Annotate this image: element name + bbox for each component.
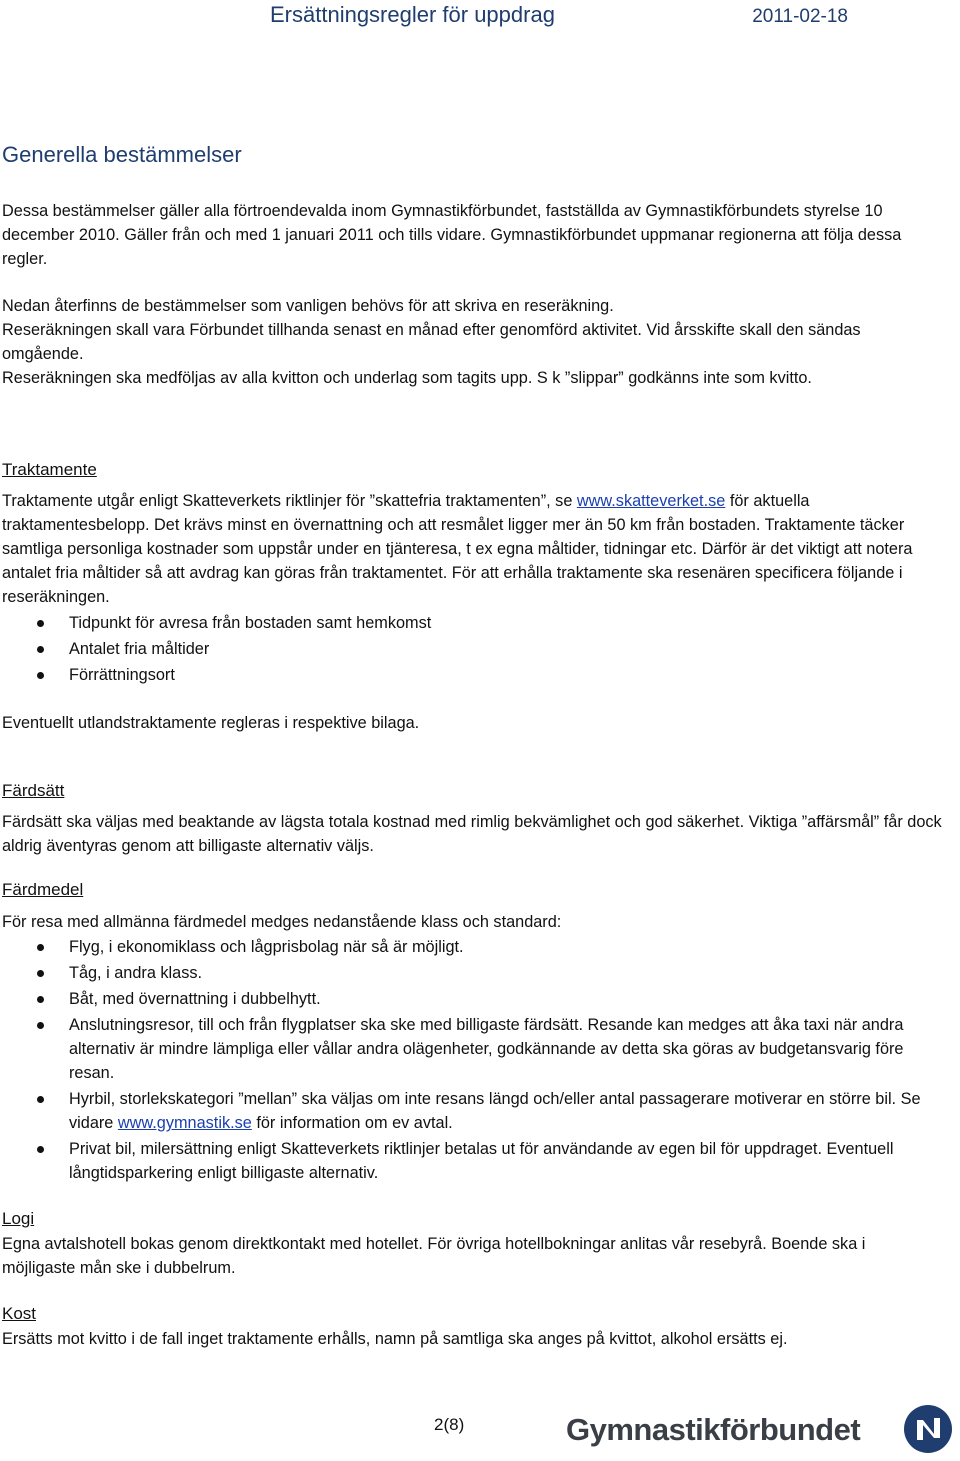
list-item: [2, 987, 932, 1011]
list-item: [2, 961, 932, 985]
fardmedel-list: [2, 935, 932, 1185]
list-item: [2, 663, 932, 687]
bullet-icon: [37, 1022, 44, 1029]
list-item: [2, 935, 932, 959]
list-item-text: Hyrbil, storlekskategori ”mellan” ska väljas om inte resans längd och/eller antal passagerare motiverar en större bil. Se vidare: [69, 1090, 921, 1132]
page-header: [270, 2, 960, 32]
bullet-icon: [37, 944, 44, 951]
logi-paragraph: Egna avtalshotell bokas genom direktkontakt med hotellet. För övriga hotellbokningar anlitas vår resebyrå. Boende ska i möjligaste mån ske i dubbelrum.: [2, 1235, 866, 1277]
heading-kost: Kost: [2, 1304, 37, 1323]
traktamente-paragraph-2: Eventuellt utlandstraktamente regleras i respektive bilaga.: [2, 714, 420, 732]
section-title-general: Generella bestämmelser: [2, 142, 242, 167]
list-item-text: Anslutningsresor, till och från flygplatser ska ske med billigaste färdsätt. Resande kan medges att åka taxi när andra alternativ är mindre lämpliga eller vållar andra olägenheter, godkännande av detta ska göras av budgetansvarig före resan.: [69, 1016, 904, 1082]
list-item-text: Båt, med övernattning i dubbelhytt.: [69, 990, 321, 1008]
list-item-text: Tidpunkt för avresa från bostaden samt hemkomst: [69, 614, 432, 632]
list-item: [2, 1013, 932, 1085]
general-paragraph-3: Reseräkningen skall vara Förbundet tillhanda senast en månad efter genomförd aktivitet. Vid årsskifte skall den sändas omgående.: [2, 321, 861, 363]
gymnastik-link[interactable]: www.gymnastik.se: [117, 1114, 252, 1132]
page-number: 2(8): [434, 1415, 465, 1434]
skatteverket-link[interactable]: www.skatteverket.se: [576, 492, 726, 510]
list-item: [2, 1137, 932, 1185]
list-item-text: Flyg, i ekonomiklass och lågprisbolag när så är möjligt.: [69, 938, 464, 956]
organization-logo-icon: [903, 1404, 953, 1454]
document-date: 2011-02-18: [752, 6, 848, 27]
heading-traktamente: Traktamente: [2, 460, 97, 479]
bullet-icon: [37, 1096, 44, 1103]
fardmedel-intro: För resa med allmänna färdmedel medges nedanstående klass och standard:: [2, 913, 562, 931]
traktamente-text-end: för aktuella traktamentesbelopp. Det krävs minst en övernattning och att resmålet ligger mer än 50 km från bostaden. Traktamente täcker samtliga personliga kostnader som uppstår under en tjänteresa, t ex egna måltider, tidningar etc. Därför är det viktigt att notera antalet fria måltider så att avdrag kan göras från traktamentet. För att erhålla traktamente ska resenären specificera följande i reseräkningen.: [2, 492, 913, 606]
traktamente-text-start: Traktamente utgår enligt Skatteverkets riktlinjer för ”skattefria traktamenten”, se: [2, 492, 573, 510]
list-item-text: Privat bil, milersättning enligt Skatteverkets riktlinjer betalas ut för användande av egen bil för uppdraget. Eventuell långtidsparkering enligt billigaste alternativ.: [69, 1140, 894, 1182]
list-item-text: Antalet fria måltider: [69, 640, 210, 658]
list-item-text: Förrättningsort: [69, 666, 175, 684]
kost-paragraph: Ersätts mot kvitto i de fall inget traktamente erhålls, namn på samtliga ska anges på kvittot, alkohol ersätts ej.: [2, 1330, 788, 1348]
traktamente-paragraph: [2, 489, 942, 609]
bullet-icon: [37, 672, 44, 679]
heading-logi: Logi: [2, 1209, 35, 1228]
traktamente-list: [2, 611, 932, 687]
document-title: Ersättningsregler för uppdrag: [270, 2, 555, 27]
bullet-icon: [37, 1146, 44, 1153]
general-intro-paragraph: Dessa bestämmelser gäller alla förtroendevalda inom Gymnastikförbundet, fastställda av Gymnastikförbundets styrelse 10 december 2010. Gäller från och med 1 januari 2011 och tills vidare. Gymnastikförbundet uppmanar regionerna att följa dessa regler.: [2, 202, 902, 268]
bullet-icon: [37, 996, 44, 1003]
heading-fardsatt: Färdsätt: [2, 781, 65, 800]
general-paragraph-4: Reseräkningen ska medföljas av alla kvitton och underlag som tagits upp. S k ”slippar” godkänns inte som kvitto.: [2, 369, 812, 387]
heading-fardmedel: Färdmedel: [2, 880, 84, 899]
fardsatt-paragraph: Färdsätt ska väljas med beaktande av lägsta totala kostnad med rimlig bekvämlighet och god säkerhet. Viktiga ”affärsmål” får dock aldrig äventyras genom att billigaste alternativ väljs.: [2, 813, 942, 855]
general-paragraph-2: Nedan återfinns de bestämmelser som vanligen behövs för att skriva en reseräkning.: [2, 297, 614, 315]
list-item-text: Tåg, i andra klass.: [69, 964, 203, 982]
bullet-icon: [37, 646, 44, 653]
bullet-icon: [37, 620, 44, 627]
list-item: [2, 637, 932, 661]
organization-logo-text: Gymnastikförbundet: [566, 1412, 861, 1447]
list-item: [2, 1087, 932, 1135]
bullet-icon: [37, 970, 44, 977]
list-item-text-end: för information om ev avtal.: [256, 1114, 453, 1132]
list-item: [2, 611, 932, 635]
